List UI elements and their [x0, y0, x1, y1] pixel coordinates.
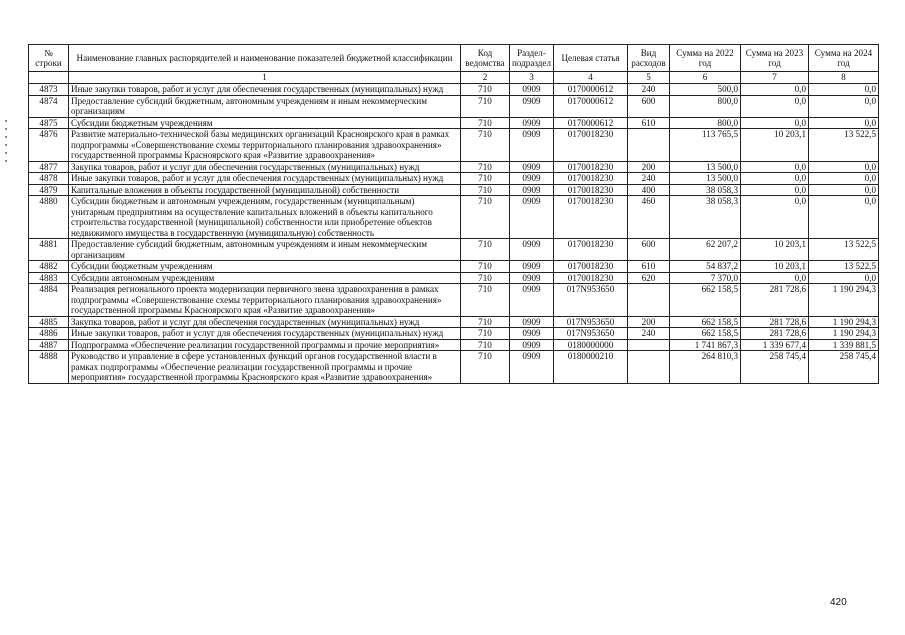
header-dept-code: Код ведомства — [461, 45, 510, 72]
target-article: 017N953650 — [554, 328, 628, 340]
target-article: 0170000612 — [554, 95, 628, 117]
header-expense-kind: Вид расходов — [628, 45, 670, 72]
row-number: 4877 — [29, 161, 69, 173]
row-number: 4884 — [29, 284, 69, 317]
table-row — [29, 184, 879, 196]
sum-2024: 0,0 — [809, 84, 879, 96]
sum-2022: 500,0 — [670, 84, 741, 96]
section-code: 0909 — [510, 129, 554, 162]
sum-2024: 0,0 — [809, 117, 879, 129]
sum-2023: 0,0 — [741, 95, 809, 117]
dept-code: 710 — [461, 239, 510, 261]
table-row — [29, 84, 879, 96]
header-target-article: Целевая статья — [554, 45, 628, 72]
dept-code: 710 — [461, 129, 510, 162]
sum-2022: 1 741 867,3 — [670, 339, 741, 351]
target-article: 0170018230 — [554, 272, 628, 284]
table-row — [29, 129, 879, 162]
row-name: Иные закупки товаров, работ и услуг для обеспечения государственных (муниципальных) нужд — [69, 173, 461, 185]
expense-kind: 200 — [628, 316, 670, 328]
expense-kind: 600 — [628, 95, 670, 117]
sum-2024: 0,0 — [809, 161, 879, 173]
column-number: 2 — [461, 72, 510, 84]
expense-kind — [628, 129, 670, 162]
table-row — [29, 196, 879, 239]
row-number: 4881 — [29, 239, 69, 261]
sum-2024: 1 190 294,3 — [809, 284, 879, 317]
row-name: Субсидии автономным учреждениям — [69, 272, 461, 284]
section-code: 0909 — [510, 196, 554, 239]
column-number — [29, 72, 69, 84]
table-row — [29, 161, 879, 173]
sum-2024: 1 190 294,3 — [809, 316, 879, 328]
budget-table-page — [28, 44, 879, 384]
section-code: 0909 — [510, 161, 554, 173]
table-row — [29, 272, 879, 284]
dept-code: 710 — [461, 284, 510, 317]
sum-2022: 662 158,5 — [670, 284, 741, 317]
sum-2024: 0,0 — [809, 196, 879, 239]
sum-2023: 0,0 — [741, 196, 809, 239]
header-sum-2023: Сумма на 2023 год — [741, 45, 809, 72]
row-name: Предоставление субсидий бюджетным, автономным учреждениям и иным некоммерческим организациям — [69, 95, 461, 117]
target-article: 0170018230 — [554, 129, 628, 162]
row-name: Иные закупки товаров, работ и услуг для обеспечения государственных (муниципальных) нужд — [69, 328, 461, 340]
column-number: 5 — [628, 72, 670, 84]
dept-code: 710 — [461, 351, 510, 384]
expense-kind — [628, 351, 670, 384]
sum-2024: 258 745,4 — [809, 351, 879, 384]
header-sum-2022: Сумма на 2022 год — [670, 45, 741, 72]
expense-kind — [628, 339, 670, 351]
section-code: 0909 — [510, 284, 554, 317]
row-number: 4873 — [29, 84, 69, 96]
table-row — [29, 95, 879, 117]
sum-2022: 13 500,0 — [670, 173, 741, 185]
row-name: Руководство и управление в сфере установленных функций органов государственной власти в рамках подпрограммы «Обеспечение реализации государственной программы и прочие мероприятия» государственной программы Красноярского края «Развитие здравоохранения» — [69, 351, 461, 384]
target-article: 0180000000 — [554, 339, 628, 351]
section-code: 0909 — [510, 84, 554, 96]
expense-kind: 240 — [628, 173, 670, 185]
sum-2024: 1 339 881,5 — [809, 339, 879, 351]
target-article: 0170018230 — [554, 261, 628, 273]
sum-2023: 0,0 — [741, 272, 809, 284]
sum-2022: 662 158,5 — [670, 316, 741, 328]
dept-code: 710 — [461, 261, 510, 273]
target-article: 0170018230 — [554, 161, 628, 173]
budget-table — [28, 44, 879, 384]
section-code: 0909 — [510, 95, 554, 117]
target-article: 0170018230 — [554, 173, 628, 185]
sum-2022: 38 058,3 — [670, 184, 741, 196]
row-number: 4879 — [29, 184, 69, 196]
target-article: 0170000612 — [554, 117, 628, 129]
column-number: 1 — [69, 72, 461, 84]
sum-2022: 800,0 — [670, 95, 741, 117]
section-code: 0909 — [510, 316, 554, 328]
row-name: Развитие материально-технической базы медицинских организаций Красноярского края в рамках подпрограммы «Совершенствование схемы территориального планирования здравоохранения» государственной программы Красноярского края «Развитие здравоохранения» — [69, 129, 461, 162]
row-name: Закупка товаров, работ и услуг для обеспечения государственных (муниципальных) нужд — [69, 316, 461, 328]
dept-code: 710 — [461, 316, 510, 328]
sum-2023: 281 728,6 — [741, 328, 809, 340]
sum-2022: 800,0 — [670, 117, 741, 129]
row-name: Субсидии бюджетным учреждениям — [69, 261, 461, 273]
sum-2024: 0,0 — [809, 272, 879, 284]
sum-2023: 0,0 — [741, 161, 809, 173]
sum-2024: 13 522,5 — [809, 129, 879, 162]
dept-code: 710 — [461, 117, 510, 129]
column-number: 3 — [510, 72, 554, 84]
target-article: 0180000210 — [554, 351, 628, 384]
sum-2022: 38 058,3 — [670, 196, 741, 239]
sum-2022: 13 500,0 — [670, 161, 741, 173]
expense-kind: 400 — [628, 184, 670, 196]
row-number: 4882 — [29, 261, 69, 273]
sum-2023: 0,0 — [741, 117, 809, 129]
column-number: 6 — [670, 72, 741, 84]
section-code: 0909 — [510, 239, 554, 261]
expense-kind: 460 — [628, 196, 670, 239]
column-number: 8 — [809, 72, 879, 84]
dept-code: 710 — [461, 173, 510, 185]
table-row — [29, 316, 879, 328]
expense-kind: 610 — [628, 261, 670, 273]
section-code: 0909 — [510, 184, 554, 196]
dept-code: 710 — [461, 161, 510, 173]
expense-kind: 600 — [628, 239, 670, 261]
section-code: 0909 — [510, 328, 554, 340]
sum-2024: 13 522,5 — [809, 261, 879, 273]
row-number: 4875 — [29, 117, 69, 129]
sum-2023: 1 339 677,4 — [741, 339, 809, 351]
sum-2023: 281 728,6 — [741, 316, 809, 328]
section-code: 0909 — [510, 117, 554, 129]
sum-2024: 0,0 — [809, 184, 879, 196]
dept-code: 710 — [461, 272, 510, 284]
expense-kind: 240 — [628, 84, 670, 96]
dept-code: 710 — [461, 84, 510, 96]
table-row — [29, 173, 879, 185]
header-section: Раздел-подраздел — [510, 45, 554, 72]
table-row — [29, 117, 879, 129]
sum-2022: 264 810,3 — [670, 351, 741, 384]
section-code: 0909 — [510, 261, 554, 273]
dept-code: 710 — [461, 328, 510, 340]
header-sum-2024: Сумма на 2024 год — [809, 45, 879, 72]
target-article: 0170018230 — [554, 196, 628, 239]
row-name: Капитальные вложения в объекты государственной (муниципальной) собственности — [69, 184, 461, 196]
sum-2023: 258 745,4 — [741, 351, 809, 384]
table-row — [29, 351, 879, 384]
section-code: 0909 — [510, 339, 554, 351]
sum-2024: 0,0 — [809, 95, 879, 117]
dept-code: 710 — [461, 95, 510, 117]
page-number: 420 — [830, 597, 847, 608]
sum-2024: 1 190 294,3 — [809, 328, 879, 340]
row-number: 4885 — [29, 316, 69, 328]
row-name: Предоставление субсидий бюджетным, автономным учреждениям и иным некоммерческим организациям — [69, 239, 461, 261]
row-number: 4886 — [29, 328, 69, 340]
column-number-row — [29, 72, 879, 84]
table-row — [29, 328, 879, 340]
table-row — [29, 284, 879, 317]
sum-2022: 54 837,2 — [670, 261, 741, 273]
expense-kind: 610 — [628, 117, 670, 129]
table-body — [29, 84, 879, 384]
row-name: Субсидии бюджетным учреждениям — [69, 117, 461, 129]
expense-kind: 240 — [628, 328, 670, 340]
row-number: 4887 — [29, 339, 69, 351]
table-row — [29, 339, 879, 351]
target-article: 017N953650 — [554, 316, 628, 328]
table-header-row — [29, 45, 879, 72]
row-number: 4880 — [29, 196, 69, 239]
column-number: 7 — [741, 72, 809, 84]
sum-2023: 281 728,6 — [741, 284, 809, 317]
sum-2022: 662 158,5 — [670, 328, 741, 340]
target-article: 017N953650 — [554, 284, 628, 317]
sum-2023: 0,0 — [741, 84, 809, 96]
dept-code: 710 — [461, 184, 510, 196]
target-article: 0170018230 — [554, 184, 628, 196]
row-number: 4878 — [29, 173, 69, 185]
sum-2023: 0,0 — [741, 184, 809, 196]
row-number: 4876 — [29, 129, 69, 162]
section-code: 0909 — [510, 272, 554, 284]
sum-2022: 62 207,2 — [670, 239, 741, 261]
row-name: Субсидии бюджетным и автономным учреждениям, государственным (муниципальным) унитарным предприятиям на осуществление капитальных вложений в объекты капитального строительства государственной (муниципальной) собственности или приобретение объектов недвижимого имущества в государственную (муниципальную) собственность — [69, 196, 461, 239]
row-name: Иные закупки товаров, работ и услуг для обеспечения государственных (муниципальных) нужд — [69, 84, 461, 96]
sum-2023: 0,0 — [741, 173, 809, 185]
section-code: 0909 — [510, 351, 554, 384]
column-number: 4 — [554, 72, 628, 84]
dept-code: 710 — [461, 339, 510, 351]
sum-2022: 7 370,0 — [670, 272, 741, 284]
row-number: 4883 — [29, 272, 69, 284]
section-code: 0909 — [510, 173, 554, 185]
table-row — [29, 239, 879, 261]
expense-kind — [628, 284, 670, 317]
sum-2024: 13 522,5 — [809, 239, 879, 261]
dept-code: 710 — [461, 196, 510, 239]
sum-2023: 10 203,1 — [741, 239, 809, 261]
sum-2024: 0,0 — [809, 173, 879, 185]
target-article: 0170018230 — [554, 239, 628, 261]
row-number: 4874 — [29, 95, 69, 117]
row-number: 4888 — [29, 351, 69, 384]
expense-kind: 620 — [628, 272, 670, 284]
scan-marks — [5, 120, 7, 200]
header-name: Наименование главных распорядителей и наименование показателей бюджетной классификации — [69, 45, 461, 72]
expense-kind: 200 — [628, 161, 670, 173]
target-article: 0170000612 — [554, 84, 628, 96]
table-row — [29, 261, 879, 273]
sum-2022: 113 765,5 — [670, 129, 741, 162]
row-name: Подпрограмма «Обеспечение реализации государственной программы и прочие мероприятия» — [69, 339, 461, 351]
row-name: Реализация регионального проекта модернизации первичного звена здравоохранения в рамках подпрограммы «Совершенствование схемы территориального планирования здравоохранения» государственной программы Красноярского края «Развитие здравоохранения» — [69, 284, 461, 317]
sum-2023: 10 203,1 — [741, 261, 809, 273]
header-row-number: № строки — [29, 45, 69, 72]
sum-2023: 10 203,1 — [741, 129, 809, 162]
row-name: Закупка товаров, работ и услуг для обеспечения государственных (муниципальных) нужд — [69, 161, 461, 173]
